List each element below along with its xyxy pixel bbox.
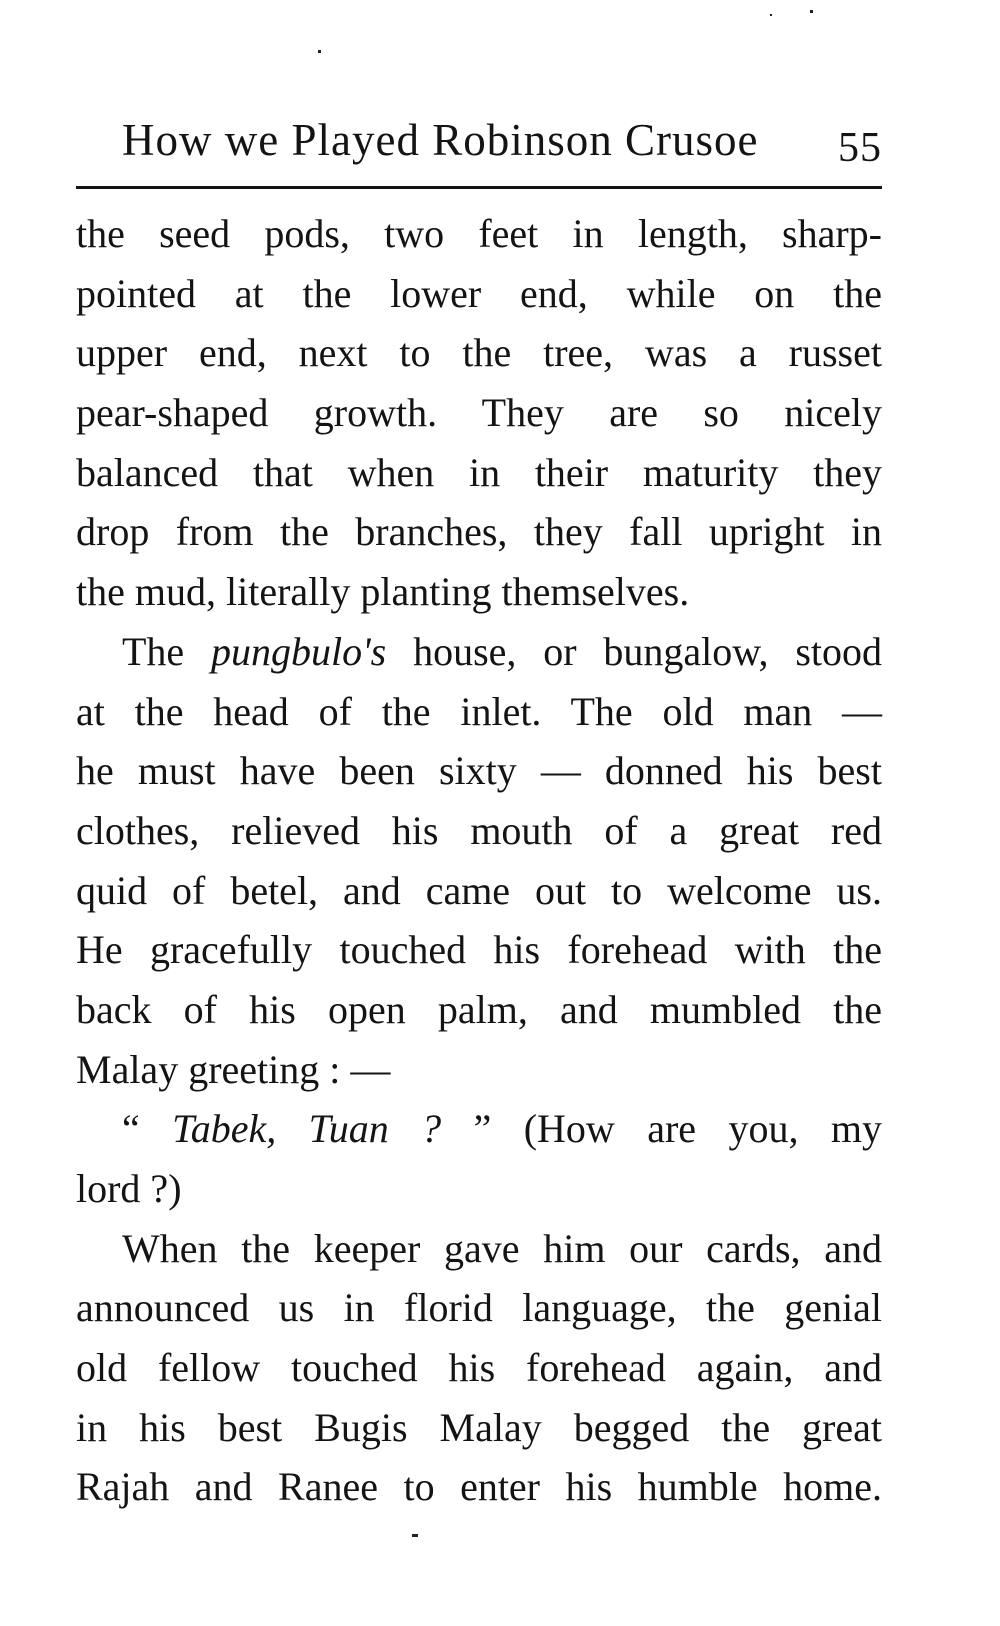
text-line: He gracefully touched his forehead with the — [76, 927, 882, 973]
text-line: the seed pods, two feet in length, sharp- — [76, 211, 882, 256]
body-text — [76, 204, 882, 1517]
italic-word: Tabek, Tuan ? — [172, 1106, 442, 1152]
italic-word: pungbulo's — [211, 628, 387, 674]
text-line: quid of betel, and came out to welcome us. — [76, 867, 882, 913]
page-number: 55 — [838, 125, 882, 171]
text-line: upper end, next to the tree, was a russet — [76, 330, 882, 376]
text-line: back of his open palm, and mumbled the — [76, 986, 882, 1032]
text-line: drop from the branches, they fall upright in — [76, 509, 882, 555]
text-line: announced us in florid language, the genial — [76, 1285, 882, 1331]
scan-speck — [318, 50, 321, 53]
text-line: pear-shaped growth. They are so nicely — [76, 390, 882, 436]
text-line: clothes, relieved his mouth of a great red — [76, 807, 882, 853]
text-line: When the keeper gave him our cards, and — [122, 1225, 882, 1271]
scan-speck — [770, 14, 772, 16]
scan-speck — [810, 10, 813, 13]
text-line: Rajah and Ranee to enter his humble home. — [76, 1464, 882, 1510]
text-line: pointed at the lower end, while on the — [76, 270, 882, 316]
header-rule — [76, 186, 882, 189]
scan-speck — [412, 1534, 418, 1537]
running-title: How we Played Robinson Crusoe — [122, 115, 759, 165]
text-line: Malay greeting : — — [76, 1046, 391, 1092]
text-line: balanced that when in their maturity they — [76, 449, 882, 495]
text-line: lord ?) — [76, 1166, 182, 1211]
text-line: old fellow touched his forehead again, and — [76, 1345, 882, 1391]
text-line: in his best Bugis Malay begged the great — [76, 1404, 882, 1450]
running-header — [76, 106, 882, 170]
text-line: at the head of the inlet. The old man — — [76, 688, 882, 734]
text-line: “ Tabek, Tuan ? ” (How are you, my — [122, 1106, 882, 1152]
text-line: he must have been sixty — donned his best — [76, 748, 882, 794]
text-line: the mud, literally planting themselves. — [76, 569, 690, 615]
text-line: The pungbulo's house, or bungalow, stood — [122, 628, 883, 674]
